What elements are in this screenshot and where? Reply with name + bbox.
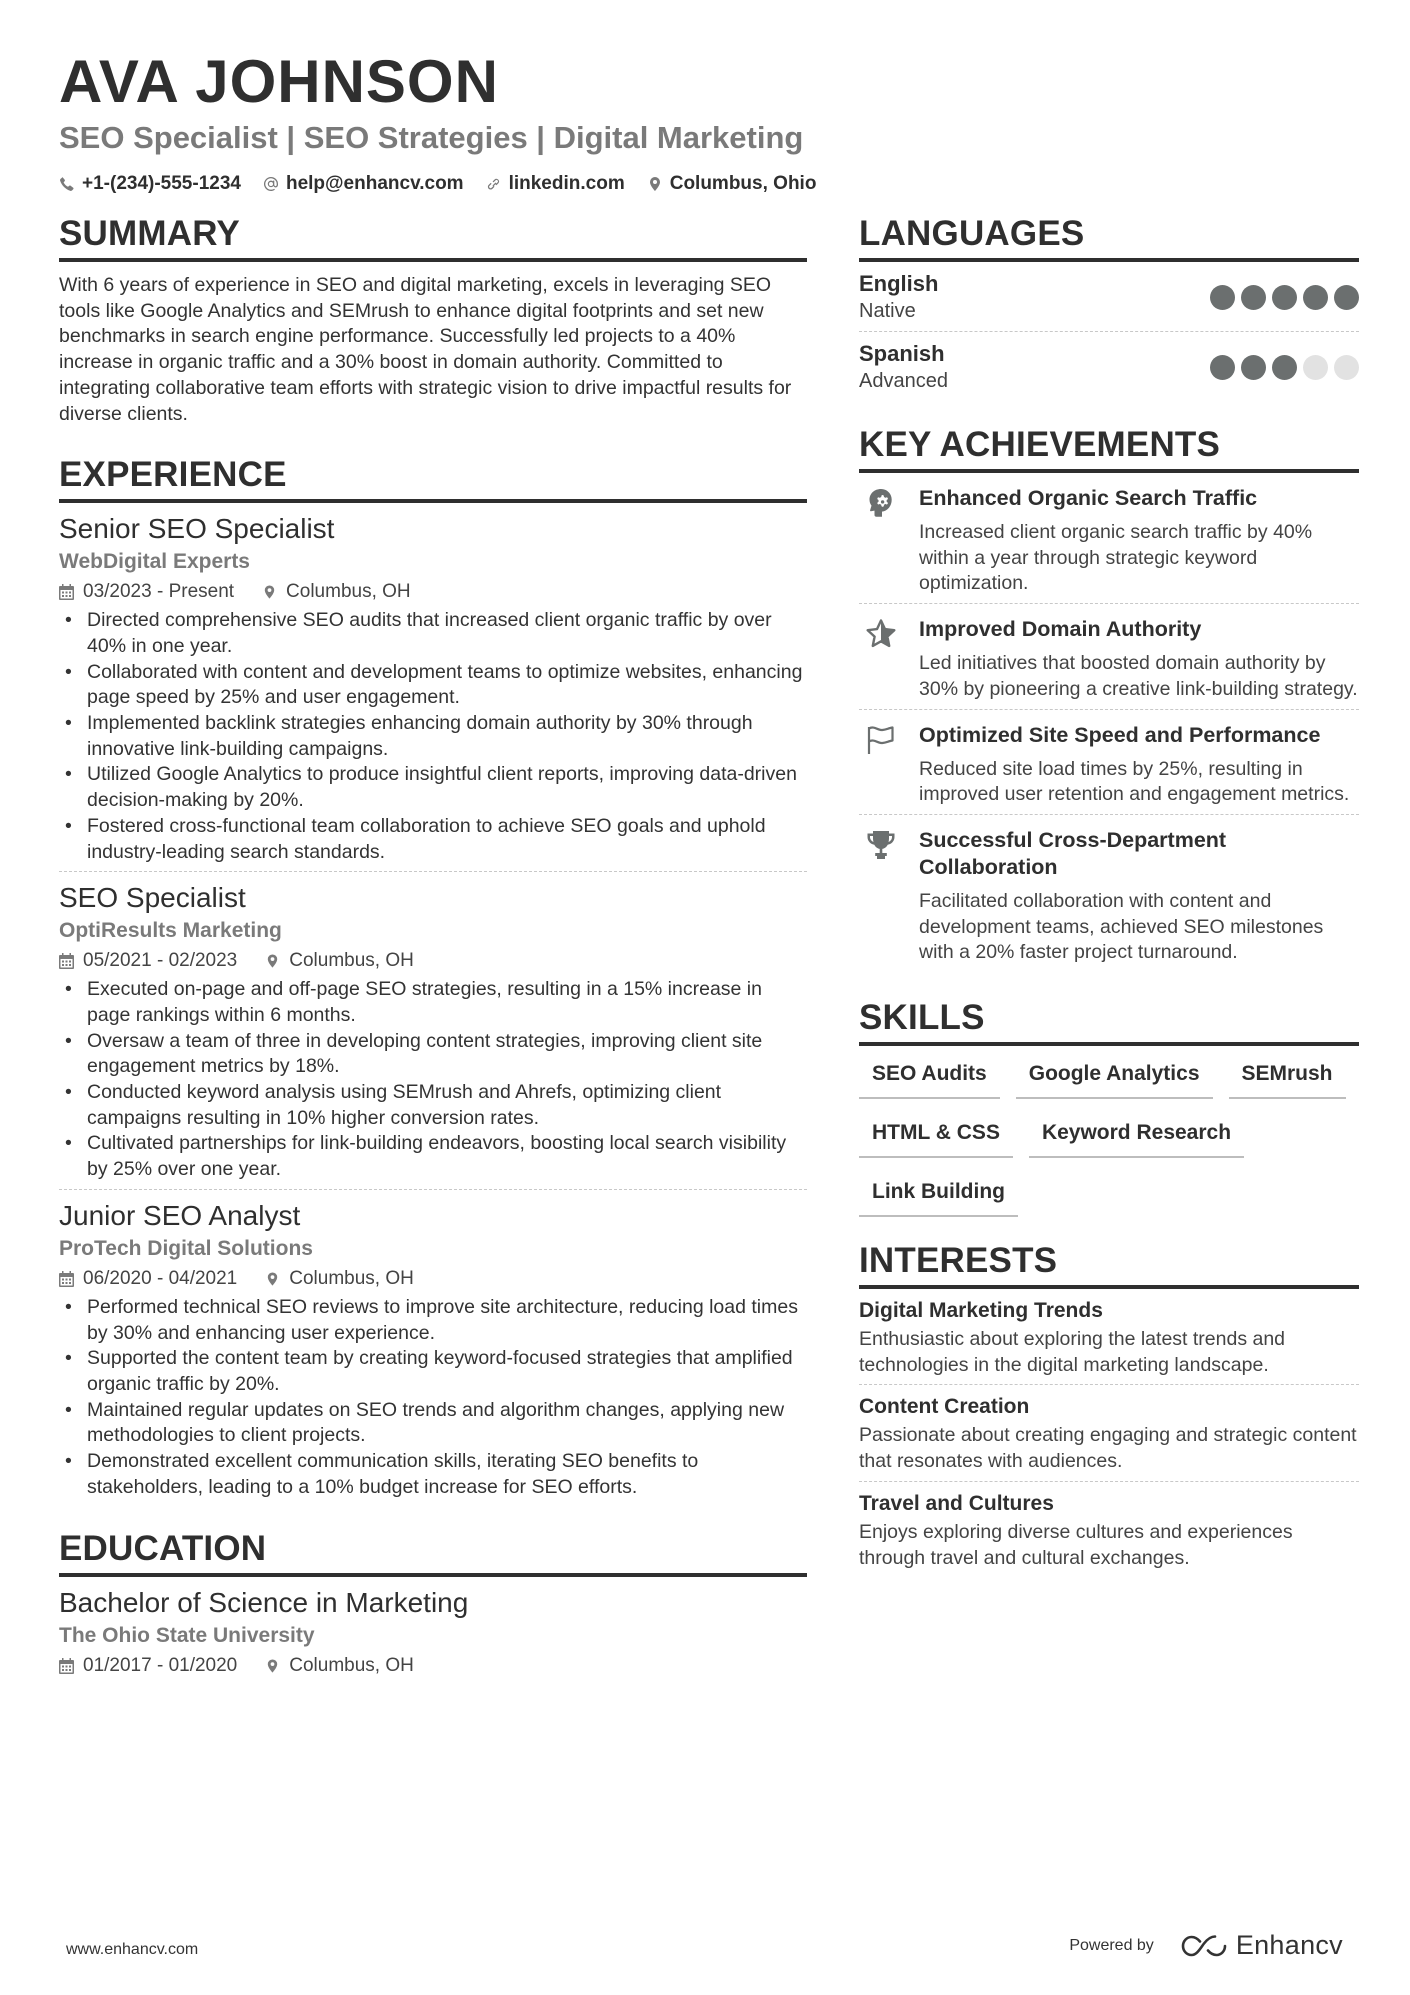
language-name: Spanish	[859, 341, 945, 366]
footer-branding	[1069, 1930, 1343, 1961]
interest-item	[859, 1482, 1359, 1577]
languages-section	[859, 214, 1359, 401]
achievement-desc: Facilitated collaboration with content and development teams, achieved SEO milestones with a 20% faster project turnaround.	[919, 889, 1324, 964]
left-column	[59, 214, 807, 1687]
resume-header	[59, 46, 1359, 195]
at-icon	[263, 176, 279, 192]
location-pin-icon	[265, 953, 280, 969]
job-title: SEO Specialist	[59, 882, 246, 914]
dates-text: 03/2023 - Present	[83, 581, 235, 603]
achievement-item	[859, 604, 1359, 709]
education-meta	[59, 1651, 807, 1681]
language-rating	[1210, 285, 1359, 310]
school-name: The Ohio State University	[59, 1623, 315, 1647]
company-name: ProTech Digital Solutions	[59, 1236, 313, 1260]
rating-dot-filled	[1210, 285, 1235, 310]
interest-item	[859, 1289, 1359, 1385]
summary-heading: SUMMARY	[59, 214, 807, 262]
calendar-icon	[59, 1658, 74, 1674]
job-title: Senior SEO Specialist	[59, 513, 335, 545]
location-pin-icon	[265, 1271, 280, 1287]
education-location	[265, 1651, 414, 1681]
job-dates	[59, 946, 237, 976]
rating-dot-empty	[1303, 355, 1328, 380]
job-meta	[59, 1264, 807, 1294]
skill-tag: SEO Audits	[859, 1058, 1000, 1099]
calendar-icon	[59, 1271, 74, 1287]
bullet-item: • Conducted keyword analysis using SEMrush and Ahrefs, optimizing client campaigns resulting in 10% higher conversion rates.	[59, 1080, 807, 1131]
bullet-item: • Utilized Google Analytics to produce insightful client reports, improving data-driven decision-making by 20%.	[59, 762, 807, 813]
job-title: Junior SEO Analyst	[59, 1199, 301, 1231]
education-entry	[59, 1577, 807, 1687]
linkedin-text: linkedin.com	[508, 173, 625, 194]
calendar-icon	[59, 584, 74, 600]
interest-title: Digital Marketing Trends	[859, 1299, 1103, 1323]
language-rating	[1210, 355, 1359, 380]
bullet-item: • Supported the content team by creating keyword-focused strategies that amplified organic traffic by 20%.	[59, 1346, 807, 1397]
skills-heading: SKILLS	[859, 998, 1359, 1046]
achievements-section	[859, 425, 1359, 972]
candidate-name: AVA JOHNSON	[59, 48, 499, 115]
skill-tag: Keyword Research	[1029, 1117, 1244, 1158]
company-name: WebDigital Experts	[59, 550, 250, 574]
job-location	[265, 946, 414, 976]
rating-dot-empty	[1334, 355, 1359, 380]
bullet-item: • Demonstrated excellent communication skills, iterating SEO benefits to stakeholders, leading to a 10% budget increase for SEO efforts.	[59, 1449, 807, 1500]
skills-section	[859, 998, 1359, 1217]
job-bullets	[59, 977, 807, 1183]
bullet-item: • Collaborated with content and development teams to optimize websites, enhancing page speed by 25% and user engagement.	[59, 660, 807, 711]
skill-tag: SEMrush	[1229, 1058, 1346, 1099]
enhancv-logo-icon	[1180, 1933, 1228, 1959]
calendar-icon	[59, 953, 74, 969]
skill-tag: HTML & CSS	[859, 1117, 1013, 1158]
education-section	[59, 1529, 807, 1687]
brand-logo[interactable]	[1180, 1930, 1343, 1961]
bullet-item: • Executed on-page and off-page SEO strategies, resulting in a 15% increase in page rankings within 6 months.	[59, 977, 807, 1028]
bullet-item: • Oversaw a team of three in developing content strategies, improving client site engagement metrics by 18%.	[59, 1029, 807, 1080]
location-text: Columbus, OH	[289, 950, 414, 972]
contact-email[interactable]	[263, 173, 464, 195]
job-location	[265, 1264, 414, 1294]
rating-dot-filled	[1241, 355, 1266, 380]
language-name: English	[859, 271, 939, 296]
bullet-item: • Directed comprehensive SEO audits that increased client organic traffic by over 40% in one year.	[59, 608, 807, 659]
achievement-desc: Increased client organic search traffic by 40% within a year through strategic keyword optimization.	[919, 521, 1313, 595]
rating-dot-filled	[1272, 355, 1297, 380]
achievement-desc: Reduced site load times by 25%, resulting in improved user retention and engagement metrics.	[919, 757, 1350, 806]
bullet-item: • Performed technical SEO reviews to improve site architecture, reducing load times by 30% and enhancing user experience.	[59, 1295, 807, 1346]
location-text: Columbus, Ohio	[669, 173, 817, 194]
phone-icon	[59, 176, 75, 192]
achievement-item	[859, 710, 1359, 815]
languages-heading: LANGUAGES	[859, 214, 1359, 262]
location-text: Columbus, OH	[289, 1654, 414, 1676]
achievement-item	[859, 815, 1359, 972]
education-heading: EDUCATION	[59, 1529, 807, 1577]
achievement-desc: Led initiatives that boosted domain authority by 30% by pioneering a creative link-building strategy.	[919, 652, 1358, 700]
job-meta	[59, 577, 807, 607]
achievement-title: Enhanced Organic Search Traffic	[919, 486, 1258, 510]
experience-heading: EXPERIENCE	[59, 455, 807, 503]
interest-title: Content Creation	[859, 1395, 1030, 1419]
powered-by-text: Powered by	[1069, 1936, 1154, 1954]
bullet-item: • Fostered cross-functional team collaboration to achieve SEO goals and uphold industry-leading search standards.	[59, 814, 807, 865]
language-item	[859, 332, 1359, 401]
rating-dot-filled	[1303, 285, 1328, 310]
job-entry	[59, 1190, 807, 1507]
interest-desc: Enjoys exploring diverse cultures and experiences through travel and cultural exchanges.	[859, 1520, 1293, 1569]
experience-section	[59, 455, 807, 1506]
flag-icon	[859, 722, 903, 808]
rating-dot-filled	[1241, 285, 1266, 310]
language-level: Native	[859, 300, 916, 322]
interest-item	[859, 1385, 1359, 1481]
achievement-item	[859, 473, 1359, 604]
achievement-title: Successful Cross-Department Collaboration	[919, 827, 1227, 879]
contact-phone[interactable]	[59, 173, 241, 195]
candidate-title: SEO Specialist | SEO Strategies | Digital Marketing	[59, 120, 804, 155]
location-pin-icon	[262, 584, 277, 600]
job-meta	[59, 946, 807, 976]
job-location	[262, 577, 411, 607]
job-entry	[59, 503, 807, 872]
bullet-item: • Cultivated partnerships for link-building endeavors, boosting local search visibility by 25% over one year.	[59, 1131, 807, 1182]
contact-linkedin[interactable]	[486, 173, 625, 195]
language-level: Advanced	[859, 370, 948, 392]
email-text: help@enhancv.com	[285, 173, 464, 194]
summary-section	[59, 214, 807, 427]
trophy-icon	[859, 827, 903, 966]
interest-title: Travel and Cultures	[859, 1491, 1054, 1515]
achievement-title: Optimized Site Speed and Performance	[919, 722, 1321, 747]
location-pin-icon	[265, 1658, 280, 1674]
rating-dot-filled	[1210, 355, 1235, 380]
location-text: Columbus, OH	[289, 1267, 414, 1289]
achievements-heading: KEY ACHIEVEMENTS	[859, 425, 1359, 473]
job-bullets	[59, 608, 807, 865]
interests-section	[859, 1241, 1359, 1577]
location-pin-icon	[647, 176, 663, 192]
company-name: OptiResults Marketing	[59, 919, 282, 943]
achievement-title: Improved Domain Authority	[919, 617, 1202, 642]
interest-desc: Enthusiastic about exploring the latest trends and technologies in the digital marketing landscape.	[859, 1328, 1286, 1376]
job-dates	[59, 577, 234, 607]
brand-name: Enhancv	[1235, 1930, 1343, 1960]
link-icon	[486, 176, 502, 192]
dates-text: 05/2021 - 02/2023	[83, 950, 238, 972]
footer-website-link[interactable]: www.enhancv.com	[66, 1941, 199, 1958]
skill-tag: Google Analytics	[1016, 1058, 1213, 1099]
rating-dot-filled	[1272, 285, 1297, 310]
contact-location	[647, 173, 817, 195]
dates-text: 01/2017 - 01/2020	[83, 1654, 238, 1676]
contact-row	[59, 173, 1359, 195]
language-item	[859, 262, 1359, 332]
skill-tag: Link Building	[859, 1176, 1018, 1217]
right-column	[859, 214, 1359, 1577]
job-entry	[59, 872, 807, 1190]
star-icon	[859, 616, 903, 702]
education-dates	[59, 1651, 237, 1681]
job-dates	[59, 1264, 237, 1294]
degree-title: Bachelor of Science in Marketing	[59, 1586, 469, 1618]
job-bullets	[59, 1295, 807, 1501]
location-text: Columbus, OH	[286, 581, 411, 603]
summary-text: With 6 years of experience in SEO and digital marketing, excels in leveraging SEO tools like Google Analytics and SEMrush to enhance digital footprints and set new benchmarks in search engine performance. Successfully led projects to a 40% increase in organic traffic and a 30% boost in domain authority. Committed to integrating collaborative team efforts with strategic vision to drive impactful results for diverse clients.	[59, 274, 792, 425]
bullet-item: • Implemented backlink strategies enhancing domain authority by 30% through innovative link-building campaigns.	[59, 711, 807, 762]
interest-desc: Passionate about creating engaging and strategic content that resonates with audiences.	[859, 1424, 1357, 1473]
phone-text: +1-(234)-555-1234	[82, 173, 241, 194]
interests-heading: INTERESTS	[859, 1241, 1359, 1289]
rating-dot-filled	[1334, 285, 1359, 310]
head-icon	[859, 485, 903, 597]
skills-list	[859, 1058, 1359, 1217]
bullet-item: • Maintained regular updates on SEO trends and algorithm changes, applying new methodologies to client projects.	[59, 1398, 807, 1449]
dates-text: 06/2020 - 04/2021	[83, 1267, 238, 1289]
